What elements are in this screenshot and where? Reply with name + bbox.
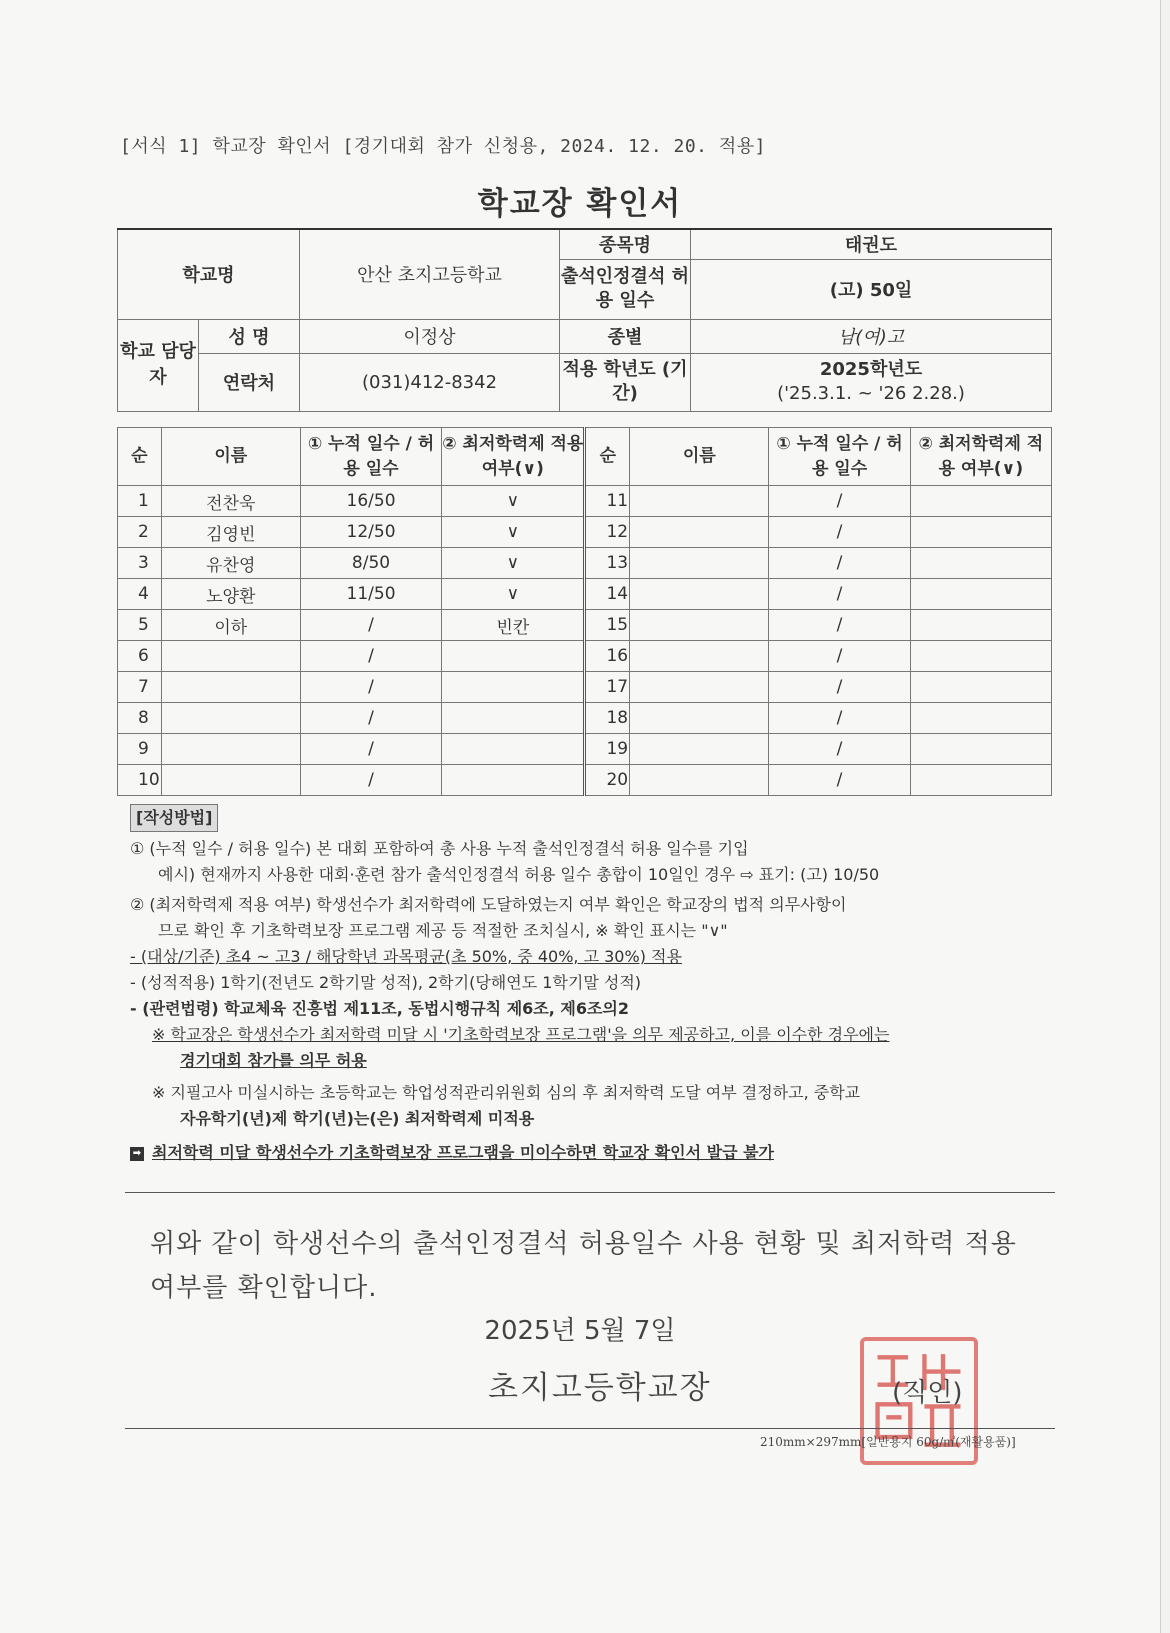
issue-date: 2025년 5월 7일 [484,1316,676,1346]
attendance-days: / [769,486,910,517]
row-number: 4 [118,579,162,610]
name-label: 성 명 [199,319,300,353]
row-number: 1 [118,486,162,517]
paper-spec: 210mm×297mm[일반용지 60g/㎡(재활용품)] [760,1435,1016,1449]
academic-check [442,672,585,703]
attendance-days: / [769,548,910,579]
athlete-name: 노양환 [161,579,300,610]
arrow-box-icon: ➡ [130,1147,144,1161]
academic-check [442,734,585,765]
instruction-item-2a: ② (최저학력제 적용 여부) 학생선수가 최저학력에 도달하였는지 여부 확인은 학교장의 법적 의무사항이 [130,895,847,914]
row-number: 7 [118,672,162,703]
warning-line [130,1140,1060,1166]
academic-check [442,641,585,672]
row-number: 15 [585,610,630,641]
note-1a: ※ 학교장은 학생선수가 최저학력 미달 시 '기초학력보장 프로그램'을 의무 제공하고, 이를 이수한 경우에는 [152,1025,890,1044]
attendance-days: / [769,734,910,765]
table-row [118,765,1052,796]
athlete-name [630,610,769,641]
phone-label: 연락처 [199,353,300,411]
sport-value: 태권도 [691,229,1052,259]
attendance-days: / [769,672,910,703]
athlete-name [630,672,769,703]
athlete-roster-table [117,427,1052,796]
table-row [118,579,1052,610]
seal-label: (직인) [892,1378,963,1408]
attendance-days: / [769,610,910,641]
athlete-name [630,641,769,672]
academic-check [910,703,1051,734]
attendance-label: 출석인정결석 허용 일수 [560,259,691,319]
note-2b: 자유학기(년)제 학기(년)는(은) 최저학력제 미적용 [180,1109,535,1128]
academic-check [910,610,1051,641]
instructions-title: [작성방법] [130,804,218,832]
attendance-days: / [769,579,910,610]
row-number: 17 [585,672,630,703]
attendance-days: / [769,517,910,548]
note-1b: 경기대회 참가를 의무 허용 [180,1051,367,1070]
athlete-name: 김영빈 [161,517,300,548]
athlete-name: 전찬욱 [161,486,300,517]
col-academic: ② 최저학력제 적용 여부(∨) [442,428,585,486]
form-label: [서식 1] 학교장 확인서 [경기대회 참가 신청용, 2024. 12. 20. 적용] [120,136,766,157]
table-row [118,610,1052,641]
table-row [118,734,1052,765]
athlete-name [630,579,769,610]
academic-check [910,548,1051,579]
divider [125,1428,1055,1429]
school-info-table [117,228,1052,412]
table-row [118,672,1052,703]
instruction-item-2b: 므로 확인 후 기초학력보장 프로그램 제공 등 적절한 조치실시, ※ 확인 표시는 "∨" [158,921,728,940]
row-number: 9 [118,734,162,765]
attendance-days: / [769,703,910,734]
school-name-label: 학교명 [118,229,300,319]
row-number: 16 [585,641,630,672]
col-no: 순 [585,428,630,486]
athlete-name [630,548,769,579]
academic-check [442,703,585,734]
row-number: 14 [585,579,630,610]
academic-check [910,517,1051,548]
athlete-name [161,672,300,703]
athlete-name [630,703,769,734]
instructions [130,804,1060,1166]
table-row [118,703,1052,734]
attendance-value: (고) 50일 [691,259,1052,319]
academic-check [910,765,1051,796]
row-number: 6 [118,641,162,672]
contact-person-label: 학교 담당자 [118,319,199,411]
athlete-name [161,765,300,796]
signer-title: 초지고등학교장 [488,1370,712,1406]
athlete-name [161,703,300,734]
col-days: ① 누적 일수 / 허용 일수 [769,428,910,486]
attendance-days: / [300,641,441,672]
attendance-days: / [300,672,441,703]
attendance-days: / [300,734,441,765]
attendance-days: 16/50 [300,486,441,517]
academic-check [910,641,1051,672]
year-value: 2025학년도 [819,359,923,380]
school-name-value: 안산 초지고등학교 [300,229,560,319]
academic-check [910,579,1051,610]
athlete-name [630,765,769,796]
col-no: 순 [118,428,162,486]
row-number: 20 [585,765,630,796]
row-number: 8 [118,703,162,734]
academic-check: 빈칸 [442,610,585,641]
confirmation-statement: 위와 같이 학생선수의 출석인정결석 허용일수 사용 현황 및 최저학력 적용 여부를 확인합니다. [150,1229,1017,1303]
note-2a: ※ 지필고사 미실시하는 초등학교는 학업성적관리위원회 심의 후 최저학력 도달 여부 결정하고, 중학교 [152,1083,861,1102]
instruction-item-1b: 예시) 현재까지 사용한 대회·훈련 참가 출석인정결석 허용 일수 총합이 10일인 경우 ⇨ 표기: (고) 10/50 [158,865,880,884]
table-row [118,548,1052,579]
sport-label: 종목명 [560,229,691,259]
athlete-name: 이하 [161,610,300,641]
athlete-name [630,517,769,548]
phone-value: (031)412-8342 [300,353,560,411]
table-row [118,517,1052,548]
academic-check: ∨ [442,579,585,610]
col-name: 이름 [161,428,300,486]
row-number: 13 [585,548,630,579]
academic-check [910,672,1051,703]
attendance-days: 12/50 [300,517,441,548]
academic-check: ∨ [442,517,585,548]
attendance-days: / [769,765,910,796]
academic-check [910,486,1051,517]
academic-check: ∨ [442,548,585,579]
athlete-name [630,734,769,765]
row-number: 18 [585,703,630,734]
attendance-days: / [300,610,441,641]
gender-value: 남(여)고 [691,319,1052,353]
attendance-days: 8/50 [300,548,441,579]
col-academic: ② 최저학력제 적용 여부(∨) [910,428,1051,486]
table-row [118,486,1052,517]
table-row [118,641,1052,672]
row-number: 5 [118,610,162,641]
athlete-name [161,734,300,765]
year-label: 적용 학년도 (기간) [560,353,691,411]
athlete-name [630,486,769,517]
instruction-item-1a: ① (누적 일수 / 허용 일수) 본 대회 포함하여 총 사용 누적 출석인정결석 허용 일수를 기입 [130,839,749,858]
document-title: 학교장 확인서 [477,186,683,222]
attendance-days: / [769,641,910,672]
row-number: 2 [118,517,162,548]
row-number: 19 [585,734,630,765]
attendance-days: / [300,765,441,796]
row-number: 11 [585,486,630,517]
warning-text: 최저학력 미달 학생선수가 기초학력보장 프로그램을 미이수하면 학교장 확인서 발급 불가 [152,1143,775,1162]
attendance-days: / [300,703,441,734]
athlete-name [161,641,300,672]
instruction-grades: - (성적적용) 1학기(전년도 2학기말 성적), 2학기(당해연도 1학기말 성적) [130,973,642,992]
period-value: ('25.3.1. ~ '26 2.28.) [777,383,965,404]
row-number: 12 [585,517,630,548]
name-value: 이정상 [300,319,560,353]
year-cell [691,353,1052,411]
instruction-law: - (관련법령) 학교체육 진흥법 제11조, 동법시행규칙 제6조, 제6조의2 [130,999,630,1018]
attendance-days: 11/50 [300,579,441,610]
row-number: 10 [118,765,162,796]
divider [125,1192,1055,1193]
academic-check: ∨ [442,486,585,517]
row-number: 3 [118,548,162,579]
instruction-target: - (대상/기준) 초4 ~ 고3 / 해당학년 과목평균(초 50%, 중 40%, 고 30%) 적용 [130,947,682,966]
col-days: ① 누적 일수 / 허용 일수 [300,428,441,486]
col-name: 이름 [630,428,769,486]
academic-check [910,734,1051,765]
academic-check [442,765,585,796]
athlete-name: 유찬영 [161,548,300,579]
gender-label: 종별 [560,319,691,353]
